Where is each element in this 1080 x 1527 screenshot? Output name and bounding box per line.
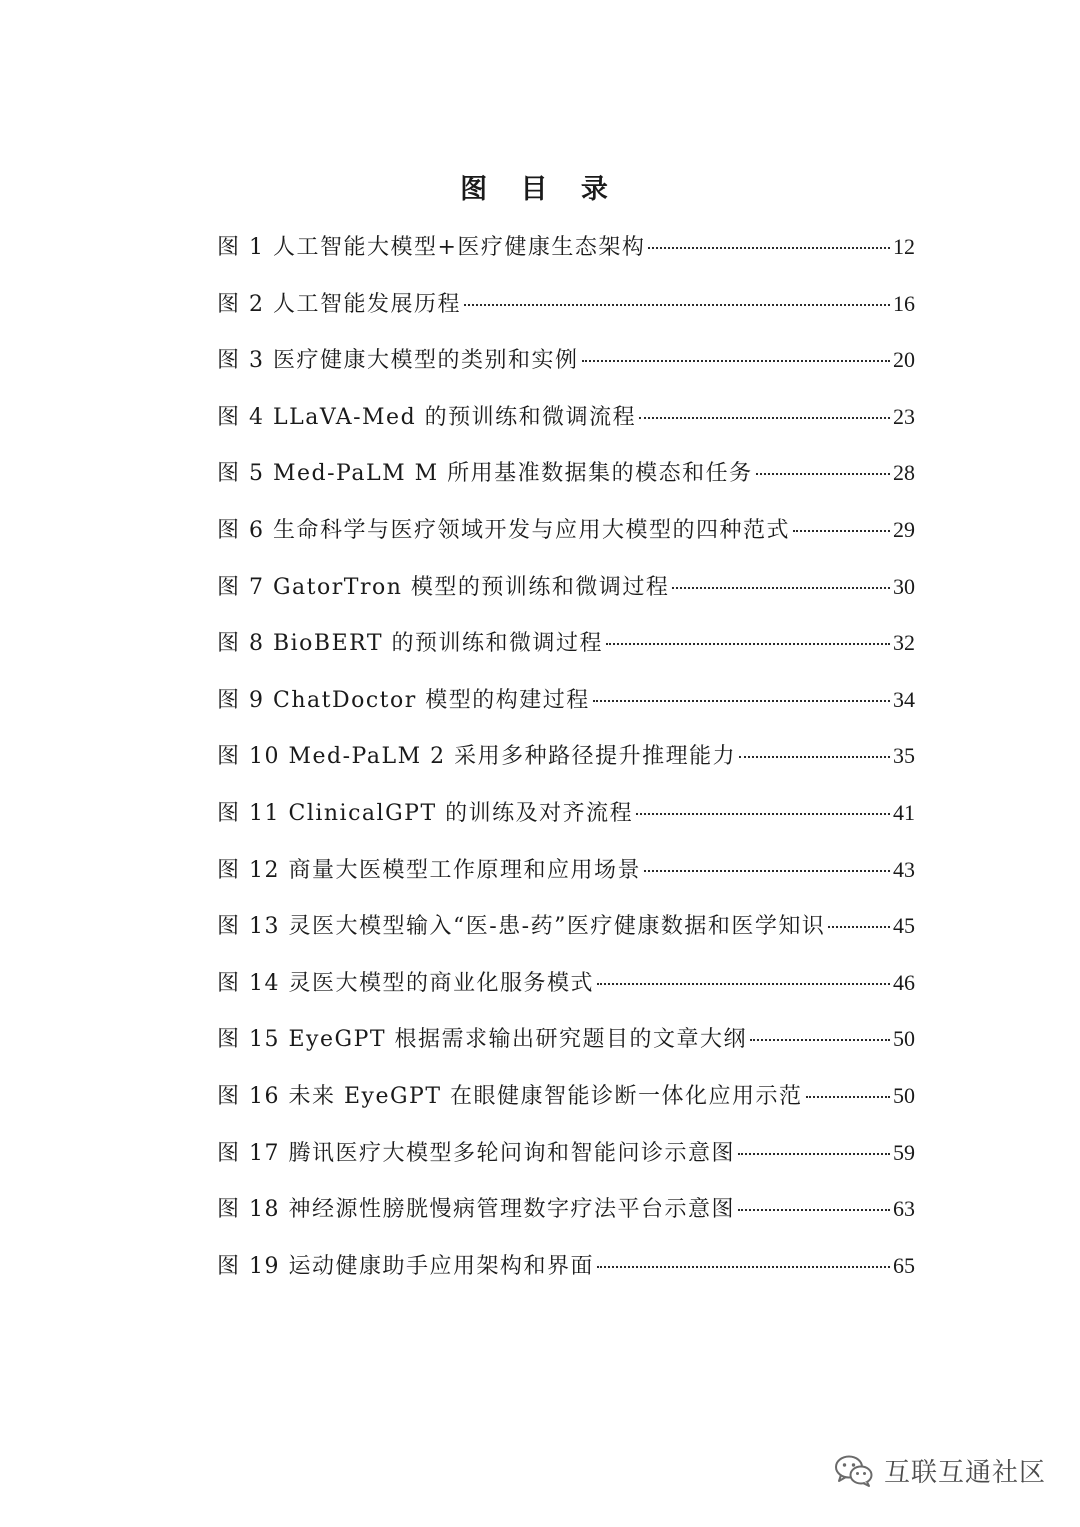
toc-page-number: 23 [893,403,915,429]
toc-entry[interactable] [217,960,915,1017]
toc-page-number: 65 [893,1252,915,1278]
toc-entry-label: 图 17 腾讯医疗大模型多轮问询和智能问诊示意图 [217,1140,735,1166]
toc-entry[interactable] [217,733,915,790]
toc-entry-label: 图 6 生命科学与医疗领域开发与应用大模型的四种范式 [217,517,790,543]
toc-entry-label: 图 15 EyeGPT 根据需求输出研究题目的文章大纲 [217,1027,748,1053]
toc-page-number: 16 [893,290,915,316]
toc-entry-label: 图 14 灵医大模型的商业化服务模式 [217,970,594,996]
page-title: 图 目 录 [460,174,620,205]
toc-page-number: 28 [893,460,915,486]
dot-leader [597,983,890,985]
toc-page-number: 32 [893,630,915,656]
toc-entry-label: 图 10 Med-PaLM 2 采用多种路径提升推理能力 [217,744,737,770]
toc-entry-label: 图 13 灵医大模型输入“医-患-药”医疗健康数据和医学知识 [217,914,826,940]
dot-leader [636,813,890,815]
toc-entry[interactable] [217,1130,915,1187]
dot-leader [828,926,890,928]
toc-page-number: 50 [893,1026,915,1052]
dot-leader [739,756,890,758]
toc-entry-label: 图 9 ChatDoctor 模型的构建过程 [217,687,590,713]
dot-leader [644,870,890,872]
dot-leader [793,530,890,532]
toc-entry[interactable] [217,903,915,960]
toc-entry-label: 图 16 未来 EyeGPT 在眼健康智能诊断一体化应用示范 [217,1083,803,1109]
toc-entry-label: 图 18 神经源性膀胱慢病管理数字疗法平台示意图 [217,1197,735,1223]
toc-entry[interactable] [217,847,915,904]
toc-entry[interactable] [217,450,915,507]
dot-leader [639,417,890,419]
toc-entry-label: 图 1 人工智能大模型+医疗健康生态架构 [217,235,646,260]
toc-page-number: 45 [893,913,915,939]
toc-page-number: 63 [893,1196,915,1222]
toc-page-number: 12 [893,234,915,259]
toc-entry[interactable] [217,620,915,677]
toc-entry[interactable] [217,677,915,734]
watermark [834,1452,1046,1489]
toc-page-number: 34 [893,686,915,712]
dot-leader [593,700,890,702]
dot-leader [464,304,890,306]
toc-entry[interactable] [217,281,915,338]
dot-leader [672,587,890,589]
toc-entry-label: 图 4 LLaVA-Med 的预训练和微调流程 [217,404,637,430]
wechat-icon [834,1454,874,1488]
toc-entry[interactable] [217,507,915,564]
toc-page-number: 46 [893,969,915,995]
toc-entry[interactable] [217,224,915,281]
watermark-text: 互联互通社区 [883,1458,1046,1488]
dot-leader [750,1039,890,1041]
toc-page-number: 50 [893,1082,915,1108]
toc-entry[interactable] [217,790,915,847]
dot-leader [582,360,891,362]
toc-entry-label: 图 11 ClinicalGPT 的训练及对齐流程 [217,800,634,826]
dot-leader [756,473,890,475]
toc-entry[interactable] [217,394,915,451]
dot-leader [738,1209,890,1211]
toc-entry-label: 图 19 运动健康助手应用架构和界面 [217,1253,594,1279]
figure-list [217,224,915,1299]
toc-page-number: 30 [893,573,915,599]
toc-entry-label: 图 12 商量大医模型工作原理和应用场景 [217,857,641,883]
dot-leader [738,1153,890,1155]
toc-entry[interactable] [217,1016,915,1073]
toc-entry[interactable] [217,337,915,394]
toc-entry-label: 图 5 Med-PaLM M 所用基准数据集的模态和任务 [217,461,753,487]
toc-page-number: 43 [893,856,915,882]
toc-page-number: 59 [893,1139,915,1165]
toc-entry[interactable] [217,564,915,621]
toc-entry-label: 图 8 BioBERT 的预训练和微调过程 [217,631,604,657]
toc-entry[interactable] [217,1243,915,1300]
dot-leader [606,643,890,645]
dot-leader [648,247,890,249]
toc-entry-label: 图 2 人工智能发展历程 [217,291,461,317]
dot-leader [806,1096,890,1098]
toc-entry-label: 图 3 医疗健康大模型的类别和实例 [217,348,579,374]
toc-entry[interactable] [217,1186,915,1243]
toc-page-number: 41 [893,799,915,825]
toc-page-number: 29 [893,516,915,542]
toc-entry[interactable] [217,1073,915,1130]
toc-page-number: 20 [893,347,915,373]
dot-leader [597,1266,890,1268]
toc-entry-label: 图 7 GatorTron 模型的预训练和微调过程 [217,574,670,600]
toc-page-number: 35 [893,743,915,769]
